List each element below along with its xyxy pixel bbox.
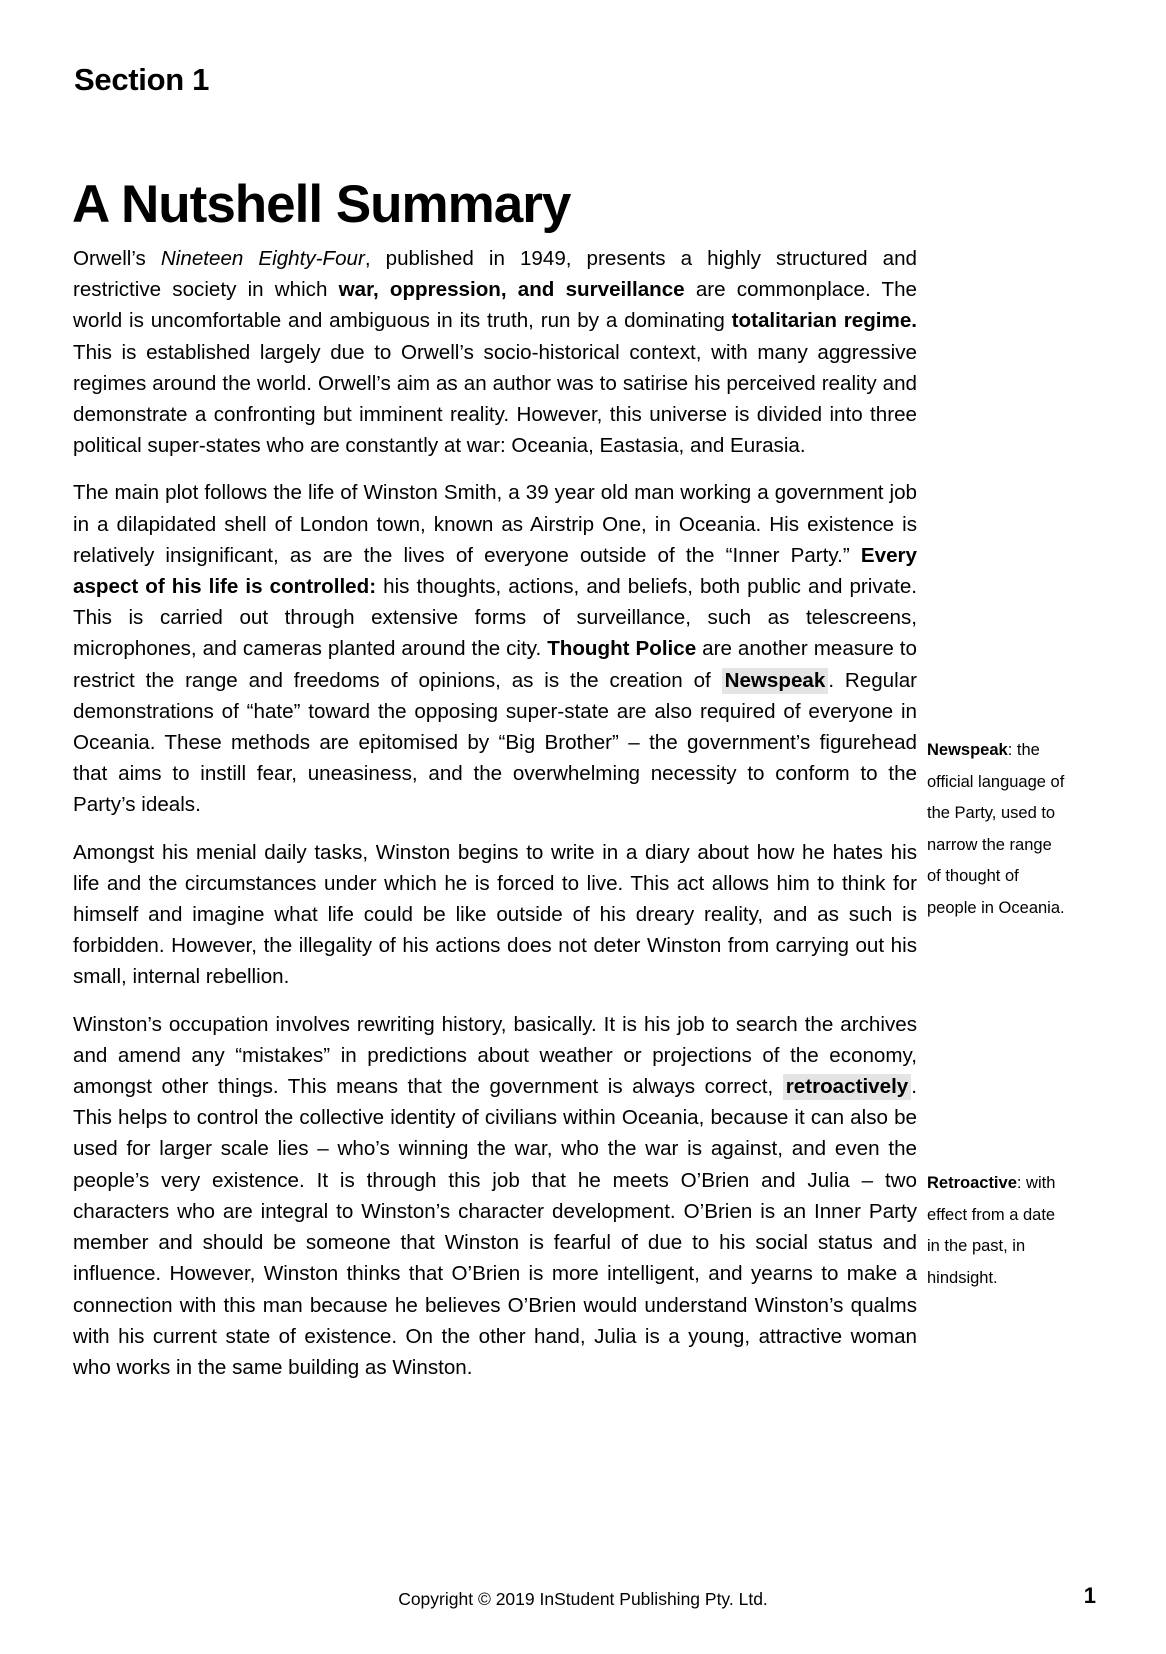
section-label: Section 1 xyxy=(74,62,210,97)
p2-bold-phrase-2: Thought Police xyxy=(547,637,697,661)
highlighted-term-retroactively: retroactively xyxy=(783,1074,912,1100)
p1-text-a: Orwell’s xyxy=(73,247,161,270)
p2-text-a: The main plot follows the life of Winston Smith, a 39 year old man working a government job in a dilapidated shell of London town, known as Airstrip One, in Oceania. His existence is relatively insignificant, as are the lives of everyone outside of the “Inner Party.” xyxy=(73,481,917,567)
margin-note-definition: with effect from a date in the past, in hindsight. xyxy=(927,1174,1056,1287)
margin-note-newspeak xyxy=(927,735,1067,924)
p2-text-d: . Regular demonstrations of “hate” toward the opposing super-state are also required of everyone in Oceania. These methods are epitomised by “Big Brother” – the government’s figurehead that aims to instill fear, uneasiness, and the overwhelming necessity to conform to the Party’s ideals. xyxy=(73,668,918,817)
p1-bold-phrase-1: war, oppression, and surveillance xyxy=(338,278,685,302)
p1-bold-phrase-2: totalitarian regime. xyxy=(731,309,917,333)
footer-copyright: Copyright © 2019 InStudent Publishing Pty. Ltd. xyxy=(398,1589,768,1609)
p2-text-c: are another measure to restrict the range and freedoms of opinions, as is the creation of xyxy=(73,637,917,692)
paragraph-2 xyxy=(73,477,917,820)
body-text-column xyxy=(73,243,917,1383)
p2-text-b: his thoughts, actions, and beliefs, both public and private. This is carried out through extensive forms of surveillance, such as telescreens, microphones, and cameras planted around the city. xyxy=(73,575,917,661)
p1-text-b: , published in 1949, presents a highly structured and restrictive society in which xyxy=(73,247,917,302)
margin-note-separator: : xyxy=(1007,741,1017,759)
p4-text-b: . This helps to control the collective identity of civilians within Oceania, because it can also be used for larger scale lies – who’s winning the war, who the war is against, and even the people’s very existence. It is through this job that he meets O’Brien and Julia – two characters who are integral to Winston’s character development. O’Brien is an Inner Party member and should be someone that Winston is fearful of due to his social status and influence. However, Winston thinks that O’Brien is more intelligent, and yearns to make a connection with this man because he believes O’Brien would understand Winston’s qualms with his current state of existence. On the other hand, Julia is a young, attractive woman who works in the same building as Winston. xyxy=(73,1075,917,1379)
footer-page-number: 1 xyxy=(1083,1583,1096,1608)
page-title: A Nutshell Summary xyxy=(72,174,571,234)
margin-note-retroactive xyxy=(927,1168,1067,1294)
paragraph-1 xyxy=(73,243,917,461)
paragraph-4 xyxy=(73,1009,917,1383)
margin-note-term: Retroactive xyxy=(927,1174,1017,1192)
p2-bold-phrase-1: Every aspect of his life is controlled: xyxy=(73,543,917,599)
margin-note-definition: the official language of the Party, used to narrow the range of thought of people in Oceania. xyxy=(927,741,1065,917)
paragraph-3: Amongst his menial daily tasks, Winston begins to write in a diary about how he hates his life and the circumstances under which he is forced to live. This act allows him to think for himself and imagine what life could be like outside of his dreary reality, and as such is forbidden. However, the illegality of his actions does not deter Winston from carrying out his small, internal rebellion. xyxy=(73,840,917,989)
margin-note-separator: : xyxy=(1016,1174,1027,1192)
p1-text-d: This is established largely due to Orwell’s socio-historical context, with many aggressive regimes around the world. Orwell’s aim as an author was to satirise his perceived reality and demonstrate a confronting but imminent reality. However, this universe is divided into three political super-states who are constantly at war: Oceania, Eastasia, and Eurasia. xyxy=(73,340,917,458)
p4-text-a: Winston’s occupation involves rewriting history, basically. It is his job to search the archives and amend any “mistakes” in predictions about weather or projections of the economy, amongst other things. This means that the government is always correct, xyxy=(73,1012,917,1099)
book-title-italic: Nineteen Eighty-Four xyxy=(160,247,365,270)
highlighted-term-newspeak: Newspeak xyxy=(722,668,829,694)
margin-note-term: Newspeak xyxy=(927,741,1008,759)
p1-text-c: are commonplace. The world is uncomfortable and ambiguous in its truth, run by a dominating xyxy=(73,278,917,333)
